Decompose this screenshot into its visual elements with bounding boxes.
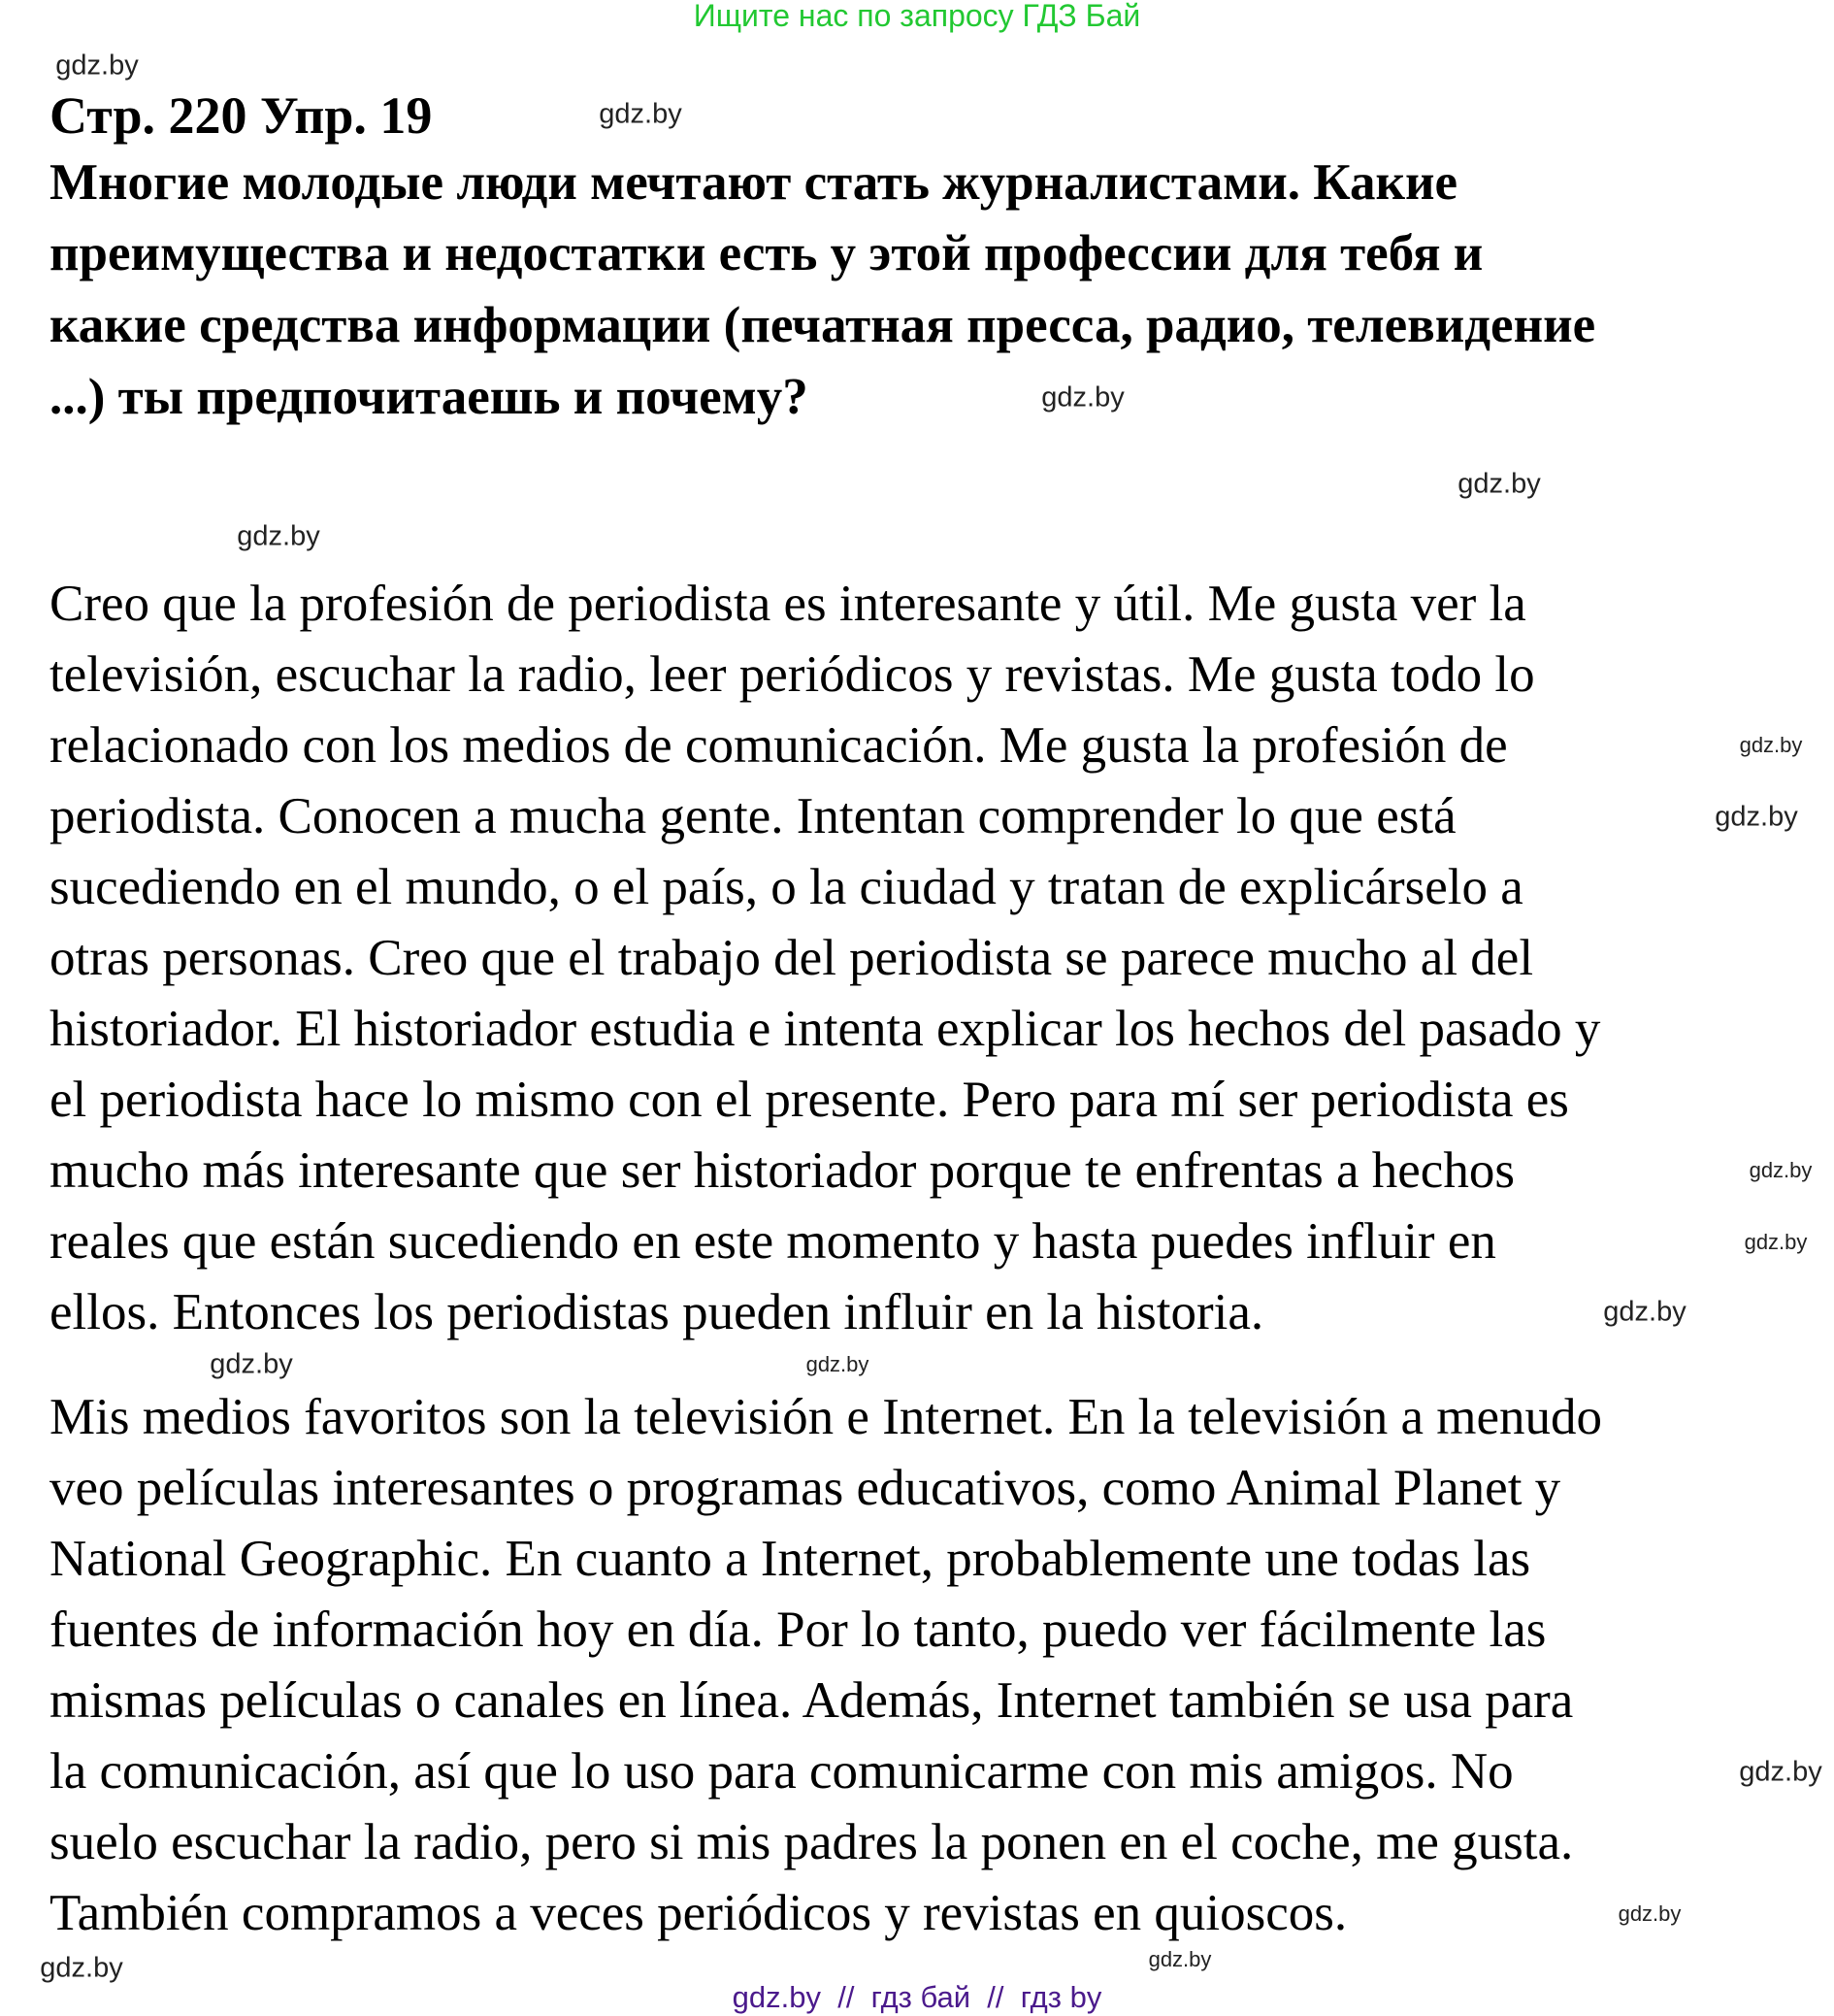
question-line: преимущества и недостатки есть у этой профессии для тебя и (49, 225, 1484, 281)
watermark: gdz.by (805, 1352, 869, 1376)
text-line: mismas películas o canales en línea. Además, Internet también se usa para (49, 1672, 1574, 1729)
text-line: otras personas. Creo que el trabajo del periodista se parece mucho al del (49, 930, 1534, 986)
watermark: gdz.by (1739, 733, 1803, 757)
text-line: historiador. El historiador estudia e intenta explicar los hechos del pasado y (49, 1001, 1601, 1057)
text-line: Mis medios favoritos son la televisión e Internet. En la televisión a menudo (49, 1389, 1602, 1445)
watermark: gdz.by (1749, 1158, 1813, 1182)
text-line: fuentes de información hoy en día. Por lo tanto, puedo ver fácilmente las (49, 1602, 1547, 1658)
text-line: ellos. Entonces los periodistas pueden influir en la historia. (49, 1284, 1264, 1340)
text-line: reales que están sucediendo en este momento y hasta puedes influir en (49, 1213, 1496, 1270)
watermark: gdz.by (1603, 1296, 1687, 1328)
question-line: ...) ты предпочитаешь и почему? (49, 369, 808, 425)
watermark: gdz.by (40, 1952, 123, 1984)
watermark: gdz.by (1041, 381, 1125, 413)
text-line: veo películas interesantes o programas educativos, como Animal Planet y (49, 1460, 1561, 1516)
search-banner: Ищите нас по запросу ГДЗ Бай (693, 0, 1141, 33)
text-line: También compramos a veces periódicos y revistas en quioscos. (49, 1885, 1348, 1941)
text-line: National Geographic. En cuanto a Internet, probablemente une todas las (49, 1531, 1531, 1587)
watermark: gdz.by (237, 520, 320, 552)
footer-links[interactable]: gdz.by // гдз бай // гдз by (732, 1980, 1102, 2014)
text-line: sucediendo en el mundo, o el país, o la ciudad y tratan de explicárselo a (49, 859, 1523, 915)
text-line: suelo escuchar la radio, pero si mis padres la ponen en el coche, me gusta. (49, 1814, 1574, 1870)
watermark: gdz.by (1148, 1947, 1212, 1971)
question-line: Многие молодые люди мечтают стать журналистами. Какие (49, 154, 1458, 211)
text-line: Creo que la profesión de periodista es interesante y útil. Me gusta ver la (49, 576, 1526, 632)
text-line: mucho más interesante que ser historiador porque te enfrentas a hechos (49, 1142, 1515, 1199)
watermark: gdz.by (1739, 1756, 1822, 1788)
watermark: gdz.by (55, 50, 139, 82)
text-line: relacionado con los medios de comunicación. Me gusta la profesión de (49, 717, 1508, 774)
watermark: gdz.by (1618, 1901, 1682, 1926)
text-line: la comunicación, así que lo uso para comunicarme con mis amigos. No (49, 1743, 1514, 1800)
watermark: gdz.by (1715, 801, 1798, 833)
watermark: gdz.by (1744, 1230, 1808, 1254)
text-line: periodista. Conocen a mucha gente. Intentan comprender lo que está (49, 788, 1457, 844)
text-line: el periodista hace lo mismo con el presente. Pero para mí ser periodista es (49, 1072, 1569, 1128)
question-line: какие средства информации (печатная пресса, радио, телевидение (49, 297, 1596, 353)
text-line: televisión, escuchar la radio, leer periódicos y revistas. Me gusta todo lo (49, 646, 1535, 703)
watermark: gdz.by (210, 1348, 293, 1380)
watermark: gdz.by (1457, 468, 1541, 500)
watermark: gdz.by (599, 98, 682, 130)
page-title: Стр. 220 Упр. 19 (49, 86, 433, 145)
